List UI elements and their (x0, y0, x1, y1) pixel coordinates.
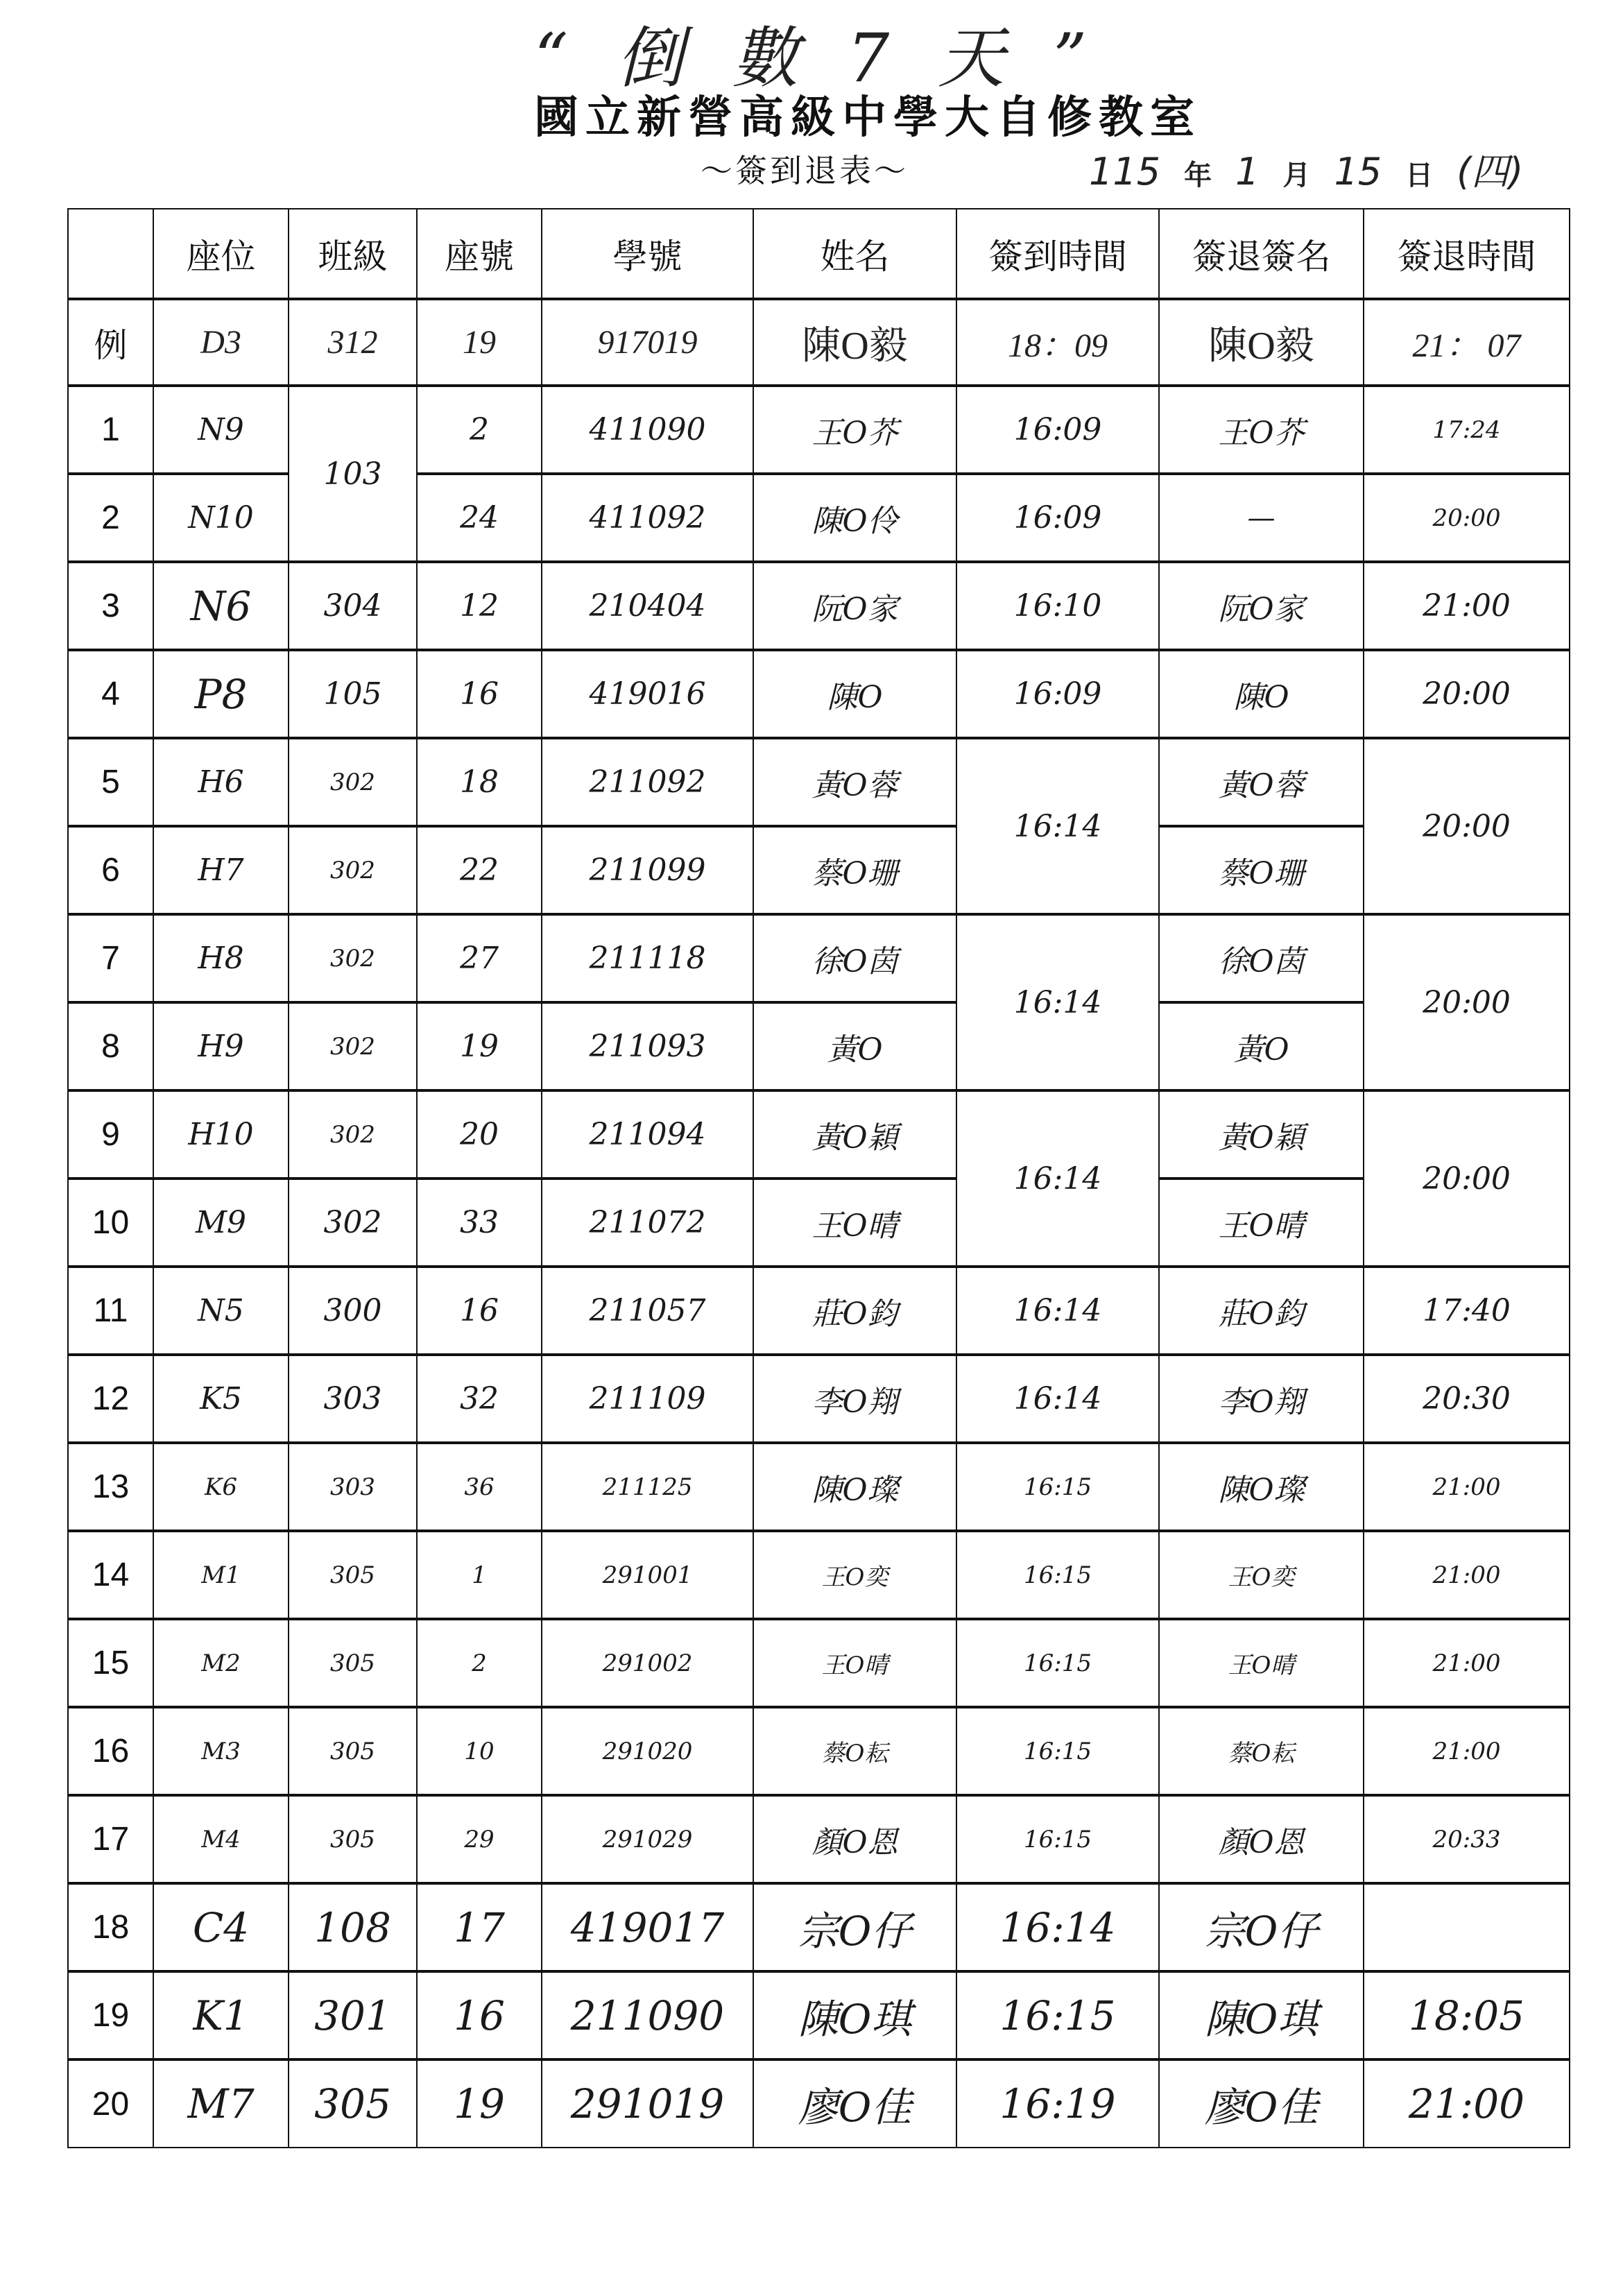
sign-out-name-cell: 蔡O耘 (1159, 1707, 1364, 1795)
name-cell: 蔡O耘 (753, 1707, 956, 1795)
sign-out-cell: 21:00 (1364, 1619, 1570, 1707)
sign-in-cell: 16:15 (956, 1531, 1159, 1619)
class-cell: 304 (289, 562, 417, 650)
student-id-cell: 291029 (542, 1795, 753, 1883)
student-id-cell: 211094 (542, 1090, 753, 1179)
sign-out-name-cell: 顏O恩 (1159, 1795, 1364, 1883)
class-cell: 302 (289, 1002, 417, 1090)
sign-in-cell: 16:09 (956, 474, 1159, 562)
table-row (68, 914, 1570, 1002)
form-date (1089, 142, 1523, 196)
row-number: 12 (68, 1355, 153, 1443)
sign-in-cell: 16:15 (956, 1971, 1159, 2059)
sign-out-cell: 21:00 (1364, 2059, 1570, 2148)
seat-no-cell: 36 (417, 1443, 542, 1531)
row-number: 17 (68, 1795, 153, 1883)
row-number: 20 (68, 2059, 153, 2148)
class-cell: 305 (289, 2059, 417, 2148)
name-cell: 陳O (753, 650, 956, 738)
class-cell: 105 (289, 650, 417, 738)
col-header-sign-in-time: 簽到時間 (956, 209, 1159, 299)
slogan-title: “倒數7天” (534, 19, 1136, 97)
example-label: 例 (68, 299, 153, 386)
class-cell: 301 (289, 1971, 417, 2059)
sign-out-cell: 20:30 (1364, 1355, 1570, 1443)
student-id-cell: 211092 (542, 738, 753, 826)
seat-cell: N9 (153, 386, 289, 474)
class-cell: 108 (289, 1883, 417, 1971)
name-cell: 廖O佳 (753, 2059, 956, 2148)
seat-no-cell: 22 (417, 826, 542, 914)
seat-no-cell: 20 (417, 1090, 542, 1179)
seat-cell: C4 (153, 1883, 289, 1971)
seat-no-cell: 17 (417, 1883, 542, 1971)
row-number: 6 (68, 826, 153, 914)
table-row (68, 1355, 1570, 1443)
example-seat-no: 19 (417, 299, 542, 386)
name-cell: 陳O璨 (753, 1443, 956, 1531)
sign-out-name-cell: 陳O璨 (1159, 1443, 1364, 1531)
sign-out-name-cell: 王O奕 (1159, 1531, 1364, 1619)
class-cell: 302 (289, 738, 417, 826)
sign-out-cell: 20:00 (1364, 474, 1570, 562)
seat-no-cell: 32 (417, 1355, 542, 1443)
seat-cell: M7 (153, 2059, 289, 2148)
seat-cell: H8 (153, 914, 289, 1002)
sign-out-cell: 20:00 (1364, 738, 1570, 914)
sign-in-cell: 16:09 (956, 386, 1159, 474)
sign-out-name-cell: 王O芥 (1159, 386, 1364, 474)
seat-cell: M3 (153, 1707, 289, 1795)
sign-out-cell: 20:00 (1364, 650, 1570, 738)
student-id-cell: 291001 (542, 1531, 753, 1619)
col-header-sign-out-name: 簽退簽名 (1159, 209, 1364, 299)
seat-no-cell: 29 (417, 1795, 542, 1883)
sign-in-cell: 16:09 (956, 650, 1159, 738)
table-row (68, 1883, 1570, 1971)
name-cell: 王O晴 (753, 1179, 956, 1267)
student-id-cell: 211093 (542, 1002, 753, 1090)
class-cell: 303 (289, 1355, 417, 1443)
seat-cell: M2 (153, 1619, 289, 1707)
sign-in-cell: 16:14 (956, 914, 1159, 1090)
student-id-cell: 211099 (542, 826, 753, 914)
example-student-id: 917019 (542, 299, 753, 386)
student-id-cell: 411090 (542, 386, 753, 474)
seat-no-cell: 16 (417, 1267, 542, 1355)
sign-in-out-table (67, 208, 1570, 2148)
sign-in-cell: 16:15 (956, 1619, 1159, 1707)
row-number: 11 (68, 1267, 153, 1355)
table-row (68, 2059, 1570, 2148)
sign-out-name-cell: 廖O佳 (1159, 2059, 1364, 2148)
col-header-seat: 座位 (153, 209, 289, 299)
row-number: 4 (68, 650, 153, 738)
sign-out-name-cell: 蔡O珊 (1159, 826, 1364, 914)
class-cell: 305 (289, 1531, 417, 1619)
table-row (68, 738, 1570, 826)
sign-out-cell: 17:24 (1364, 386, 1570, 474)
row-number: 10 (68, 1179, 153, 1267)
row-number: 14 (68, 1531, 153, 1619)
seat-no-cell: 24 (417, 474, 542, 562)
seat-cell: M9 (153, 1179, 289, 1267)
seat-no-cell: 19 (417, 2059, 542, 2148)
sign-out-name-cell: — (1159, 474, 1364, 562)
seat-no-cell: 10 (417, 1707, 542, 1795)
table-row (68, 1707, 1570, 1795)
student-id-cell: 419017 (542, 1883, 753, 1971)
student-id-cell: 419016 (542, 650, 753, 738)
seat-cell: M1 (153, 1531, 289, 1619)
student-id-cell: 211057 (542, 1267, 753, 1355)
name-cell: 宗O仔 (753, 1883, 956, 1971)
row-number: 13 (68, 1443, 153, 1531)
table-row (68, 562, 1570, 650)
sign-out-name-cell: 阮O家 (1159, 562, 1364, 650)
sign-out-cell: 20:00 (1364, 1090, 1570, 1267)
name-cell: 蔡O珊 (753, 826, 956, 914)
seat-cell: M4 (153, 1795, 289, 1883)
col-header-name: 姓名 (753, 209, 956, 299)
name-cell: 徐O茵 (753, 914, 956, 1002)
table-header-row (68, 209, 1570, 299)
sign-in-cell: 16:15 (956, 1707, 1159, 1795)
student-id-cell: 411092 (542, 474, 753, 562)
seat-no-cell: 19 (417, 1002, 542, 1090)
row-number: 2 (68, 474, 153, 562)
seat-cell: N6 (153, 562, 289, 650)
class-cell: 303 (289, 1443, 417, 1531)
sign-in-cell: 16:19 (956, 2059, 1159, 2148)
row-number: 1 (68, 386, 153, 474)
date-year: 115 (1089, 150, 1161, 194)
col-header-class: 班級 (289, 209, 417, 299)
class-cell: 300 (289, 1267, 417, 1355)
student-id-cell: 211118 (542, 914, 753, 1002)
row-number: 18 (68, 1883, 153, 1971)
sign-in-cell: 16:14 (956, 1883, 1159, 1971)
class-cell: 305 (289, 1707, 417, 1795)
sign-in-cell: 16:15 (956, 1795, 1159, 1883)
student-id-cell: 211072 (542, 1179, 753, 1267)
name-cell: 黃O穎 (753, 1090, 956, 1179)
seat-no-cell: 2 (417, 1619, 542, 1707)
seat-cell: N5 (153, 1267, 289, 1355)
sign-out-name-cell: 王O晴 (1159, 1179, 1364, 1267)
sign-out-cell: 20:33 (1364, 1795, 1570, 1883)
date-weekday: (四) (1457, 150, 1524, 194)
row-number: 15 (68, 1619, 153, 1707)
seat-no-cell: 27 (417, 914, 542, 1002)
name-cell: 黃O蓉 (753, 738, 956, 826)
seat-no-cell: 18 (417, 738, 542, 826)
example-seat: D3 (153, 299, 289, 386)
example-name: 陳O毅 (753, 299, 956, 386)
row-number: 8 (68, 1002, 153, 1090)
col-header-sign-out-time: 簽退時間 (1364, 209, 1570, 299)
name-cell: 李O翔 (753, 1355, 956, 1443)
name-cell: 顏O恩 (753, 1795, 956, 1883)
student-id-cell: 211109 (542, 1355, 753, 1443)
name-cell: 陳O琪 (753, 1971, 956, 2059)
seat-no-cell: 2 (417, 386, 542, 474)
date-month-unit: 月 (1282, 159, 1311, 191)
sign-in-cell: 16:10 (956, 562, 1159, 650)
name-cell: 王O奕 (753, 1531, 956, 1619)
seat-cell: P8 (153, 650, 289, 738)
student-id-cell: 211090 (542, 1971, 753, 2059)
class-cell: 305 (289, 1795, 417, 1883)
class-cell: 302 (289, 914, 417, 1002)
name-cell: 莊O鈞 (753, 1267, 956, 1355)
col-header-student-id: 學號 (542, 209, 753, 299)
class-cell: 305 (289, 1619, 417, 1707)
table-row (68, 1619, 1570, 1707)
sign-out-cell: 17:40 (1364, 1267, 1570, 1355)
col-header-seat-no: 座號 (417, 209, 542, 299)
sign-out-cell: 21:00 (1364, 1531, 1570, 1619)
sign-out-name-cell: 莊O鈞 (1159, 1267, 1364, 1355)
sign-out-name-cell: 王O晴 (1159, 1619, 1364, 1707)
table-row (68, 826, 1570, 914)
student-id-cell: 211125 (542, 1443, 753, 1531)
seat-cell: H10 (153, 1090, 289, 1179)
seat-cell: H7 (153, 826, 289, 914)
date-month: 1 (1235, 150, 1260, 194)
class-cell: 103 (289, 386, 417, 562)
sign-out-name-cell: 李O翔 (1159, 1355, 1364, 1443)
table-row (68, 1090, 1570, 1179)
date-day-unit: 日 (1405, 159, 1434, 191)
example-row (68, 299, 1570, 386)
row-number: 5 (68, 738, 153, 826)
class-cell: 302 (289, 826, 417, 914)
table-row (68, 1002, 1570, 1090)
row-number: 19 (68, 1971, 153, 2059)
date-year-unit: 年 (1184, 159, 1212, 191)
col-header-index (68, 209, 153, 299)
table-row (68, 1971, 1570, 2059)
name-cell: 王O芥 (753, 386, 956, 474)
table-row (68, 1179, 1570, 1267)
seat-no-cell: 12 (417, 562, 542, 650)
example-sign-in: 18：09 (956, 299, 1159, 386)
table-row (68, 1267, 1570, 1355)
table-row (68, 1795, 1570, 1883)
name-cell: 黃O (753, 1002, 956, 1090)
sign-in-cell: 16:14 (956, 1355, 1159, 1443)
sign-out-cell: 20:00 (1364, 914, 1570, 1090)
student-id-cell: 291002 (542, 1619, 753, 1707)
table-row (68, 650, 1570, 738)
class-cell: 302 (289, 1179, 417, 1267)
name-cell: 王O晴 (753, 1619, 956, 1707)
table-row (68, 1443, 1570, 1531)
row-number: 3 (68, 562, 153, 650)
example-class: 312 (289, 299, 417, 386)
name-cell: 阮O家 (753, 562, 956, 650)
sign-out-name-cell: 黃O蓉 (1159, 738, 1364, 826)
seat-cell: N10 (153, 474, 289, 562)
sign-out-name-cell: 黃O穎 (1159, 1090, 1364, 1179)
sign-out-name-cell: 徐O茵 (1159, 914, 1364, 1002)
sign-out-name-cell: 陳O (1159, 650, 1364, 738)
example-sign-out-name: 陳O毅 (1159, 299, 1364, 386)
sign-out-name-cell: 陳O琪 (1159, 1971, 1364, 2059)
seat-no-cell: 16 (417, 650, 542, 738)
sign-in-cell: 16:14 (956, 1090, 1159, 1267)
row-number: 9 (68, 1090, 153, 1179)
sign-in-cell: 16:14 (956, 738, 1159, 914)
student-id-cell: 210404 (542, 562, 753, 650)
seat-cell: K1 (153, 1971, 289, 2059)
seat-cell: H9 (153, 1002, 289, 1090)
seat-cell: K6 (153, 1443, 289, 1531)
school-name: 國立新營高級中學大自修教室 (534, 92, 1201, 144)
form-title: ～簽到退表～ (701, 152, 909, 189)
seat-no-cell: 1 (417, 1531, 542, 1619)
sign-out-cell (1364, 1883, 1570, 1971)
sign-in-cell: 16:14 (956, 1267, 1159, 1355)
example-sign-out: 21： 07 (1364, 299, 1570, 386)
seat-cell: H6 (153, 738, 289, 826)
sign-in-cell: 16:15 (956, 1443, 1159, 1531)
seat-no-cell: 33 (417, 1179, 542, 1267)
seat-no-cell: 16 (417, 1971, 542, 2059)
sign-out-cell: 21:00 (1364, 562, 1570, 650)
sign-out-cell: 18:05 (1364, 1971, 1570, 2059)
sign-out-cell: 21:00 (1364, 1707, 1570, 1795)
date-day: 15 (1334, 150, 1382, 194)
name-cell: 陳O伶 (753, 474, 956, 562)
sign-out-cell: 21:00 (1364, 1443, 1570, 1531)
class-cell: 302 (289, 1090, 417, 1179)
row-number: 7 (68, 914, 153, 1002)
student-id-cell: 291020 (542, 1707, 753, 1795)
sign-out-name-cell: 宗O仔 (1159, 1883, 1364, 1971)
row-number: 16 (68, 1707, 153, 1795)
sign-out-name-cell: 黃O (1159, 1002, 1364, 1090)
student-id-cell: 291019 (542, 2059, 753, 2148)
table-row (68, 1531, 1570, 1619)
table-row (68, 386, 1570, 474)
seat-cell: K5 (153, 1355, 289, 1443)
